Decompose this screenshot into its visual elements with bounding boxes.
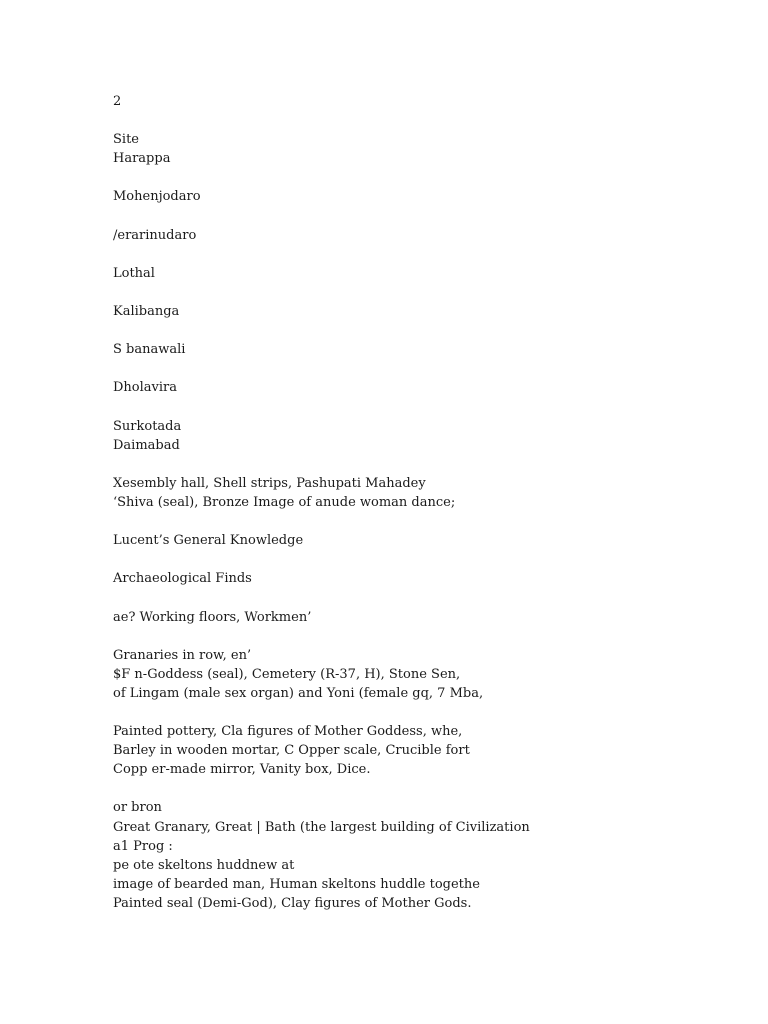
text-line: Daimabad bbox=[113, 437, 180, 453]
text-line: Great Granary, Great | Bath (the largest building of Civilization bbox=[113, 819, 530, 835]
text-line bbox=[113, 283, 713, 302]
text-line: Archaeological Finds bbox=[113, 571, 252, 587]
text-line: pe ote skeltons huddnew at bbox=[113, 857, 295, 873]
text-line: /erarinudaro bbox=[113, 227, 197, 243]
text-line: Harappa bbox=[113, 151, 171, 167]
text-line: Copp er-made mirror, Vanity box, Dice. bbox=[113, 762, 371, 778]
text-line bbox=[113, 168, 713, 187]
text-line: ae? Working floors, Workmen’ bbox=[113, 609, 312, 625]
text-line bbox=[113, 245, 713, 264]
text-line: Lothal bbox=[113, 265, 155, 281]
text-line: $F n-Goddess (seal), Cemetery (R-37, H), Stone Sen, bbox=[113, 666, 461, 682]
text-line bbox=[113, 779, 713, 798]
text-line: S banawali bbox=[113, 342, 186, 358]
text-line: Kalibanga bbox=[113, 304, 180, 320]
text-line: ‘Shiva (seal), Bronze Image of anude woman dance; bbox=[113, 494, 456, 510]
text-line bbox=[113, 512, 713, 531]
text-line: a1 Prog : bbox=[113, 838, 173, 854]
text-line bbox=[113, 398, 713, 417]
text-line: Barley in wooden mortar, C Opper scale, Crucible fort bbox=[113, 743, 470, 759]
text-line bbox=[113, 207, 713, 226]
text-line: Site bbox=[113, 132, 139, 148]
text-line: Mohenjodaro bbox=[113, 189, 201, 205]
page-number: 2 bbox=[113, 94, 122, 109]
text-line: Painted seal (Demi-God), Clay figures of Mother Gods. bbox=[113, 895, 472, 911]
text-line bbox=[113, 703, 713, 722]
text-line bbox=[113, 627, 713, 646]
text-line: or bron bbox=[113, 800, 162, 816]
text-line: Lucent’s General Knowledge bbox=[113, 533, 304, 549]
text-line: Surkotada bbox=[113, 418, 182, 434]
text-line: of Lingam (male sex organ) and Yoni (female gq, 7 Mba, bbox=[113, 685, 484, 701]
text-line: image of bearded man, Human skeltons huddle togethe bbox=[113, 876, 480, 892]
text-line bbox=[113, 455, 713, 474]
text-line: Painted pottery, Cla figures of Mother Goddess, whe, bbox=[113, 724, 463, 740]
text-line: Dholavira bbox=[113, 380, 177, 396]
text-line: Xesembly hall, Shell strips, Pashupati Mahadey bbox=[113, 475, 426, 491]
text-line bbox=[113, 321, 713, 340]
document-text bbox=[113, 92, 713, 913]
text-line: Granaries in row, en’ bbox=[113, 647, 252, 663]
text-line bbox=[113, 111, 713, 130]
text-line bbox=[113, 359, 713, 378]
text-line bbox=[113, 588, 713, 607]
text-line bbox=[113, 550, 713, 569]
